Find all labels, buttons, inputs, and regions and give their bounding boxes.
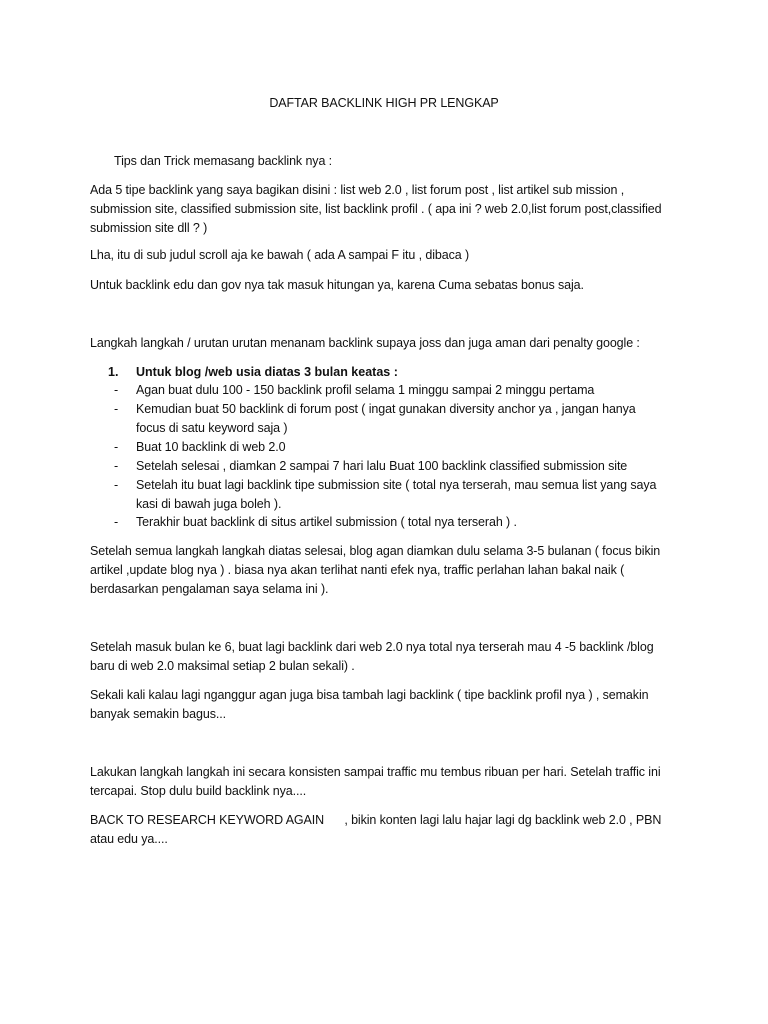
numbered-item-text: Untuk blog /web usia diatas 3 bulan keatas : — [136, 365, 398, 379]
paragraph-after-steps: Setelah semua langkah langkah diatas selesai, blog agan diamkan dulu selama 3-5 bulanan ( focus bikin artikel ,update blog nya ) . biasa nya akan terlihat nanti efek nya, traffic perlahan lahan bakal naik ( berdasarkan pengalaman saya selama ini ). — [90, 544, 661, 596]
paragraph-consistency: Lakukan langkah langkah ini secara konsisten sampai traffic mu tembus ribuan per hari. Setelah traffic ini tercapai. Stop dulu build backlink nya.... — [90, 765, 661, 798]
paragraph-steps-intro: Langkah langkah / urutan urutan menanam backlink supaya joss dan juga aman dari penalty google : — [90, 336, 640, 350]
bullet-text: Setelah selesai , diamkan 2 sampai 7 hari lalu Buat 100 backlink classified submission site — [136, 459, 628, 473]
paragraph-subtitle-hint: Lha, itu di sub judul scroll aja ke bawah ( ada A sampai F itu , dibaca ) — [90, 248, 470, 262]
bullet-text: Kemudian buat 50 backlink di forum post ( ingat gunakan diversity anchor ya , jangan hanya focus di satu keyword saja ) — [136, 402, 636, 435]
bullet-dash: - — [114, 515, 119, 529]
numbered-item-number: 1. — [108, 365, 119, 379]
bullet-text: Setelah itu buat lagi backlink tipe submission site ( total nya terserah, mau semua list yang saya kasi di bawah juga boleh ). — [136, 478, 657, 511]
bullet-dash: - — [114, 402, 119, 416]
bullet-dash: - — [114, 459, 119, 473]
paragraph-extra-backlinks: Sekali kali kalau lagi nganggur agan juga bisa tambah lagi backlink ( tipe backlink profil nya ) , semakin banyak semakin bagus... — [90, 688, 649, 721]
bullet-text: Terakhir buat backlink di situs artikel submission ( total nya terserah ) . — [136, 515, 517, 529]
paragraph-edu-gov: Untuk backlink edu dan gov nya tak masuk hitungan ya, karena Cuma sebatas bonus saja. — [90, 278, 584, 292]
bullet-dash: - — [114, 478, 119, 492]
bullet-text: Buat 10 backlink di web 2.0 — [136, 440, 286, 454]
bullet-dash: - — [114, 383, 119, 397]
paragraph-backlink-types: Ada 5 tipe backlink yang saya bagikan disini : list web 2.0 , list forum post , list artikel sub mission , submission site, classified submission site, list backlink profil . ( apa ini ? web 2.0,list forum post,classified submission site dll ? ) — [90, 183, 662, 235]
bullet-text: Agan buat dulu 100 - 150 backlink profil selama 1 minggu sampai 2 minggu pertama — [136, 383, 595, 397]
bullet-dash: - — [114, 440, 119, 454]
tips-heading: Tips dan Trick memasang backlink nya : — [114, 154, 333, 168]
document-title: DAFTAR BACKLINK HIGH PR LENGKAP — [269, 96, 499, 110]
paragraph-month-six: Setelah masuk bulan ke 6, buat lagi backlink dari web 2.0 nya total nya terserah mau 4 -5 backlink /blog baru di web 2.0 maksimal setiap 2 bulan sekali) . — [90, 640, 654, 673]
paragraph-back-to-research: BACK TO RESEARCH KEYWORD AGAIN , bikin konten lagi lalu hajar lagi dg backlink web 2.0 , PBN atau edu ya.... — [90, 813, 665, 846]
